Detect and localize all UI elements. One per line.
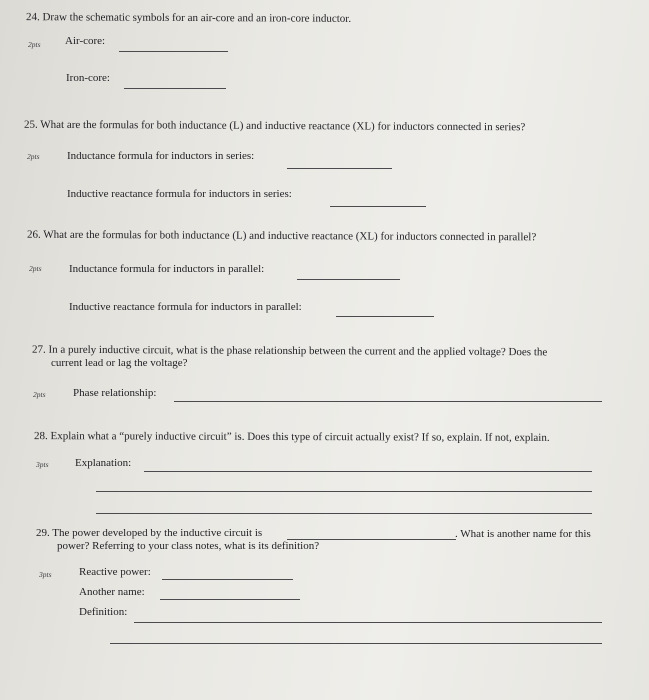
air-core-label: Air-core: <box>65 35 106 47</box>
points-25: 2pts <box>27 152 40 161</box>
definition-answer-line-2[interactable] <box>110 643 602 644</box>
reactive-power-answer-line[interactable] <box>162 579 293 580</box>
explanation-answer-line-3[interactable] <box>96 513 592 514</box>
definition-label: Definition: <box>79 606 128 618</box>
points-24: 2pts <box>28 40 41 49</box>
question-24: 24. Draw the schematic symbols for an air-core and an iron-core inductor. <box>25 11 352 25</box>
phase-relationship-label: Phase relationship: <box>73 387 157 399</box>
points-28: 3pts <box>36 460 49 469</box>
parallel-inductance-answer-line[interactable] <box>297 279 400 280</box>
parallel-inductance-label: Inductance formula for inductors in parallel: <box>69 263 265 275</box>
series-reactance-label: Inductive reactance formula for inductors in series: <box>67 188 292 200</box>
question-29-line-1a: 29. The power developed by the inductive circuit is <box>36 527 263 539</box>
parallel-reactance-label: Inductive reactance formula for inductors in parallel: <box>69 301 302 313</box>
series-inductance-answer-line[interactable] <box>287 168 392 169</box>
another-name-answer-line[interactable] <box>160 599 300 600</box>
points-29: 3pts <box>39 570 52 579</box>
series-inductance-label: Inductance formula for inductors in series: <box>67 150 255 162</box>
series-reactance-answer-line[interactable] <box>330 206 426 207</box>
question-29-line-1b: . What is another name for this <box>455 528 591 540</box>
question-27-line-1: 27. In a purely inductive circuit, what is the phase relationship between the current and the applied voltage? Does the <box>31 343 548 359</box>
parallel-reactance-answer-line[interactable] <box>336 316 434 317</box>
explanation-answer-line-2[interactable] <box>96 491 592 492</box>
explanation-label: Explanation: <box>75 457 132 469</box>
iron-core-answer-line[interactable] <box>124 88 226 89</box>
question-28: 28. Explain what a “purely inductive circuit” is. Does this type of circuit actually exist? If so, explain. If not, explain. <box>33 430 550 444</box>
points-27: 2pts <box>33 390 46 399</box>
air-core-answer-line[interactable] <box>119 51 228 52</box>
explanation-answer-line-1[interactable] <box>144 471 592 472</box>
another-name-label: Another name: <box>79 586 145 598</box>
question-29-line-2: power? Referring to your class notes, what is its definition? <box>57 540 320 552</box>
phase-relationship-answer-line[interactable] <box>174 401 602 402</box>
question-26: 26. What are the formulas for both inductance (L) and inductive reactance (XL) for inductors connected in parallel? <box>26 228 537 244</box>
reactive-power-label: Reactive power: <box>79 566 151 578</box>
question-27-line-2: current lead or lag the voltage? <box>51 357 188 369</box>
definition-answer-line-1[interactable] <box>134 622 602 623</box>
points-26: 2pts <box>29 264 42 273</box>
iron-core-label: Iron-core: <box>66 72 110 84</box>
question-25: 25. What are the formulas for both inductance (L) and inductive reactance (XL) for inductors connected in series? <box>23 118 526 134</box>
